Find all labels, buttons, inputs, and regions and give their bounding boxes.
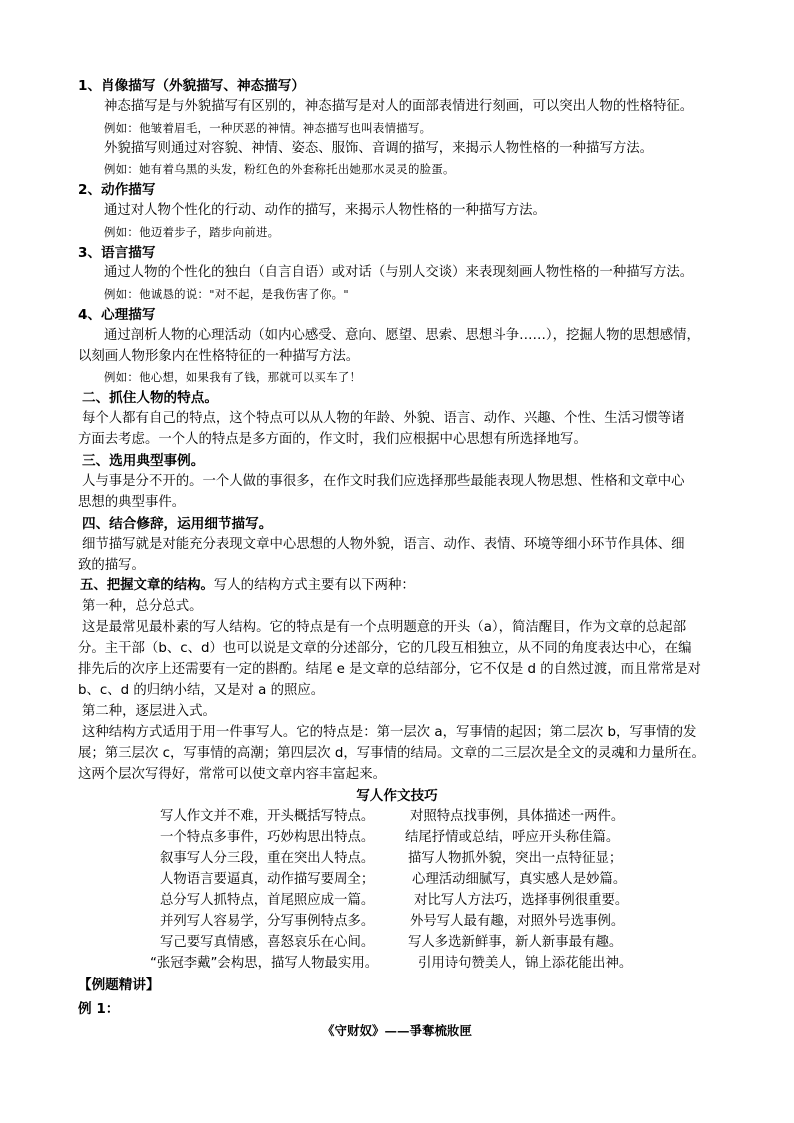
- structure-1-line-4: b、c、d 的归纳小结，又是对 a 的照应。: [78, 683, 325, 698]
- section-4-paragraph-line-2: 以刻画人物形象内在性格特征的一种描写方法。: [78, 349, 360, 364]
- structure-2-line-2: 展；第三层次 c，写事情的高潮；第四层次 d，写事情的结局。文章的二三层次是全文的灵魂和力量所在。: [78, 746, 705, 761]
- topic-3-line-1: 人与事是分不开的。一个人做的事很多，在作文时我们应选择那些最能表现人物思想、性格和文章中心: [82, 474, 685, 489]
- example-label: 例 1：: [78, 1001, 120, 1017]
- poem-line-3-right: 描写人物抓外貌，突出一点特征显；: [408, 851, 623, 866]
- structure-type-1: 第一种，总分总式。: [82, 599, 203, 614]
- topic-2-line-2: 方面去考虑。一个人的特点是多方面的，作文时，我们应根据中心思想有所选择地写。: [78, 432, 587, 447]
- section-1-title: 1、肖像描写（外貌描写、神态描写）: [78, 78, 305, 94]
- example-title: 《守财奴》——爭奪梳妝匣: [321, 1023, 472, 1038]
- section-2-paragraph: 通过对人物个性化的行动、动作的描写，来揭示人物性格的一种描写方法。: [104, 203, 546, 218]
- section-1-example-1: 例如：他皱着眉毛，一种厌恶的神情。神态描写也叫表情描写。: [104, 121, 432, 135]
- section-4-title: 4、心理描写: [78, 307, 156, 323]
- section-1-example-2: 例如：她有着乌黑的头发，粉红色的外套称托出她那水灵灵的脸蛋。: [104, 162, 455, 176]
- poem-line-2-right: 结尾抒情或总结，呼应开头称佳篇。: [405, 830, 620, 845]
- section-1-paragraph-1: 神态描写是与外貌描写有区别的，神态描写是对人的面部表情进行刻画，可以突出人物的性格特征。: [104, 99, 694, 114]
- topic-2-line-1: 每个人都有自己的特点，这个特点可以从人物的年龄、外貌、语言、动作、兴趣、个性、生活习惯等诸: [82, 411, 685, 426]
- section-4-paragraph-line-1: 通过剖析人物的心理活动（如内心感受、意向、愿望、思索、思想斗争……），挖掘人物的思想感情，: [104, 328, 700, 343]
- poem-line-7-left: 写己要写真情感，喜怒哀乐在心间。: [160, 935, 375, 950]
- poem-line-5-right: 对比写人方法巧，选择事例很重要。: [414, 893, 629, 908]
- structure-2-line-1: 这种结构方式适用于用一件事写人。它的特点是：第一层次 a，写事情的起因；第二层次 b，写事情的发: [82, 725, 697, 740]
- section-3-example: 例如：他诚恳的说："对不起，是我伤害了你。": [104, 287, 349, 301]
- topic-4-line-2: 致的描写。: [78, 558, 145, 573]
- topic-5-heading-line: [80, 576, 415, 596]
- structure-1-line-2: 分。主干部（b、c、d）也可以说是文章的分述部分，它的几段互相独立，从不同的角度表达中心，在编: [78, 641, 692, 656]
- poem-line-6-left: 并列写人容易学，分写事例特点多。: [160, 914, 375, 929]
- poem-line-7-right: 写人多选新鲜事，新人新事最有趣。: [408, 935, 623, 950]
- section-4-example: 例如：他心想，如果我有了钱，那就可以买车了！: [104, 370, 362, 384]
- poem-title: 写人作文技巧: [356, 788, 438, 804]
- topic-4-line-1: 细节描写就是对能充分表现文章中心思想的人物外貌，语言、动作、表情、环境等细小环节作具体、细: [82, 537, 685, 552]
- section-2-title: 2、动作描写: [78, 182, 156, 198]
- topic-5-intro: 写人的结构方式主要有以下两种：: [213, 578, 415, 593]
- poem-line-4-left: 人物语言要逼真，动作描写要周全；: [160, 872, 375, 887]
- topic-3-title: 三、选用典型事例。: [82, 453, 205, 469]
- structure-type-2: 第二种，逐层进入式。: [82, 704, 216, 719]
- poem-line-8-right: 引用诗句赞美人，锦上添花能出神。: [418, 956, 633, 971]
- poem-line-5-left: 总分写人抓特点，首尾照应成一篇。: [160, 893, 375, 908]
- structure-2-line-3: 这两个层次写得好，常常可以使文章内容丰富起来。: [78, 767, 386, 782]
- topic-2-title: 二、抓住人物的特点。: [82, 390, 218, 406]
- section-2-example: 例如：他迈着步子，踏步向前进。: [104, 225, 280, 239]
- poem-line-1-left: 写人作文并不难，开头概括写特点。: [160, 809, 375, 824]
- poem-line-2-left: 一个特点多事件，巧妙构思出特点。: [160, 830, 375, 845]
- example-section-header: 【例题精讲】: [78, 977, 160, 993]
- poem-line-6-right: 外号写人最有趣，对照外号选事例。: [410, 914, 625, 929]
- topic-5-title: 五、把握文章的结构。: [80, 578, 214, 593]
- poem-line-8-left: “张冠李戴”会构思，描写人物最实用。: [150, 956, 379, 971]
- topic-4-title: 四、结合修辞，运用细节描写。: [82, 516, 273, 532]
- poem-line-4-right: 心理活动细腻写，真实感人是妙篇。: [412, 872, 627, 887]
- section-1-paragraph-2: 外貌描写则通过对容貌、神情、姿态、服饰、音调的描写，来揭示人物性格的一种描写方法。: [104, 141, 654, 156]
- section-3-paragraph: 通过人物的个性化的独白（自言自语）或对话（与别人交谈）来表现刻画人物性格的一种描写方法。: [104, 265, 694, 280]
- topic-3-line-2: 思想的典型事件。: [78, 495, 186, 510]
- section-3-title: 3、语言描写: [78, 245, 156, 261]
- structure-1-line-3: 排先后的次序上还需要有一定的斟酌。结尾 e 是文章的总结部分，它不仅是 d 的自然过渡，而且常常是对: [78, 662, 701, 677]
- structure-1-line-1: 这是最常见最朴素的写人结构。它的特点是有一个点明题意的开头（a），简洁醒目，作为文章的总起部: [82, 620, 687, 635]
- poem-line-3-left: 叙事写人分三段，重在突出人特点。: [160, 851, 375, 866]
- poem-line-1-right: 对照特点找事例，具体描述一两件。: [410, 809, 625, 824]
